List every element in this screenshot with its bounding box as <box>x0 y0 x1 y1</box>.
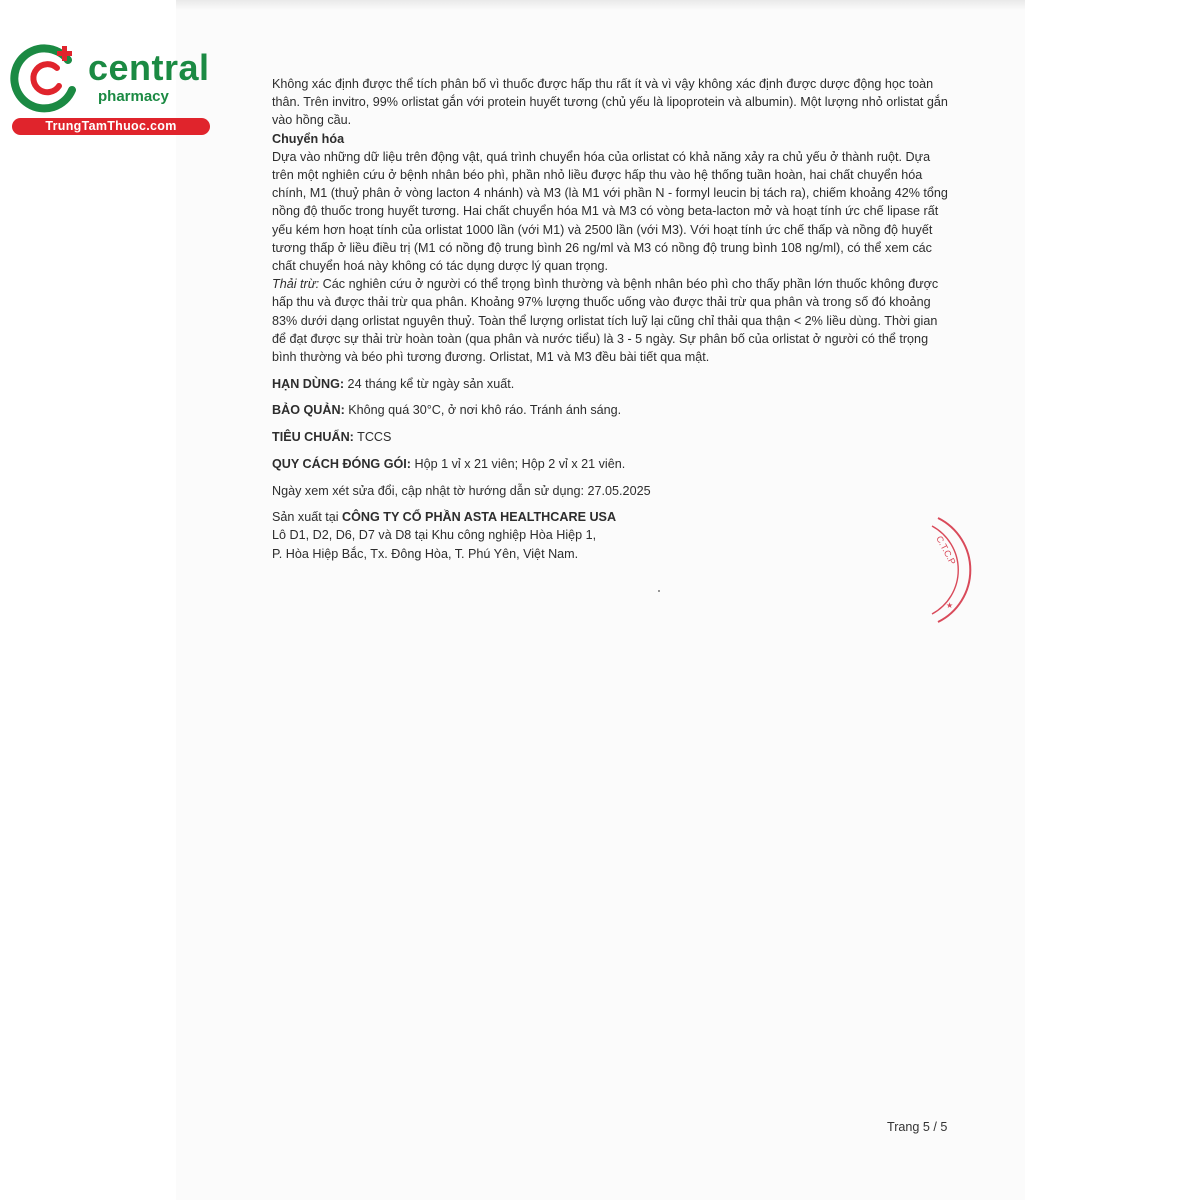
standard-value: TCCS <box>353 430 392 445</box>
metabolism-heading: Chuyển hóa <box>272 131 345 146</box>
metabolism-paragraph: Dựa vào những dữ liệu trên động vật, quá trình chuyển hóa của orlistat có khả năng xảy ra chủ yếu ở thành ruột. Dựa trên một nghiên cứu ở bệnh nhân béo phì, phần nhỏ liều được hấp thu vào hệ thống tuần hoàn, hai chất chuyển hóa chính, M1 (thuỷ phân ở vòng lacton 4 nhánh) và M3 (là M1 với phần N - formyl leucin bị tách ra), chiếm khoảng 42% tổng nồng độ thuốc trong huyết tương. Hai chất chuyển hóa M1 và M3 có vòng beta-lacton mở và hoạt tính ức chế lipase rất yếu kém hơn hoạt tính của orlistat 1000 lần (với M1) và 2500 lần (với M3). Với hoạt tính ức chế thấp và nồng độ huyết tương thấp ở liều điều trị (M1 có nồng độ trung bình 26 ng/ml và M3 có nồng độ trung bình 108 ng/ml), có thể xem các chất chuyển hoá này không có tác dụng dược lý quan trọng. <box>272 149 948 274</box>
manufacturer <box>272 508 948 526</box>
svg-text:★: ★ <box>946 601 954 610</box>
central-logo-icon <box>10 38 90 118</box>
manufacturer-prefix: Sản xuất tại <box>272 510 343 525</box>
elimination-text: Các nghiên cứu ở người có thể trọng bình thường và bệnh nhân béo phì cho thấy phần lớn thuốc không được hấp thu và được thải trừ qua phân. Khoảng 97% lượng thuốc uống vào được thải trừ qua phân và trong số đó khoảng 83% dưới dạng orlistat nguyên thuỷ. Toàn thể lượng orlistat tích luỹ lại cũng chỉ thải qua thận < 2% liều dùng. Thời gian để đạt được sự thải trừ hoàn toàn (qua phân và nước tiểu) là 3 - 5 ngày. Sự phân bố của orlistat ở người có thể trọng bình thường và béo phì tương đương. Orlistat, M1 và M3 đều bài tiết qua mật. <box>272 277 939 365</box>
brand-subtitle: pharmacy <box>98 88 169 105</box>
manufacturer-address-line-1: Lô D1, D2, D6, D7 và D8 tại Khu công nghiệp Hòa Hiệp 1, <box>272 528 597 543</box>
company-stamp-icon <box>924 512 984 628</box>
elimination-label: Thải trừ: <box>272 277 320 292</box>
speck <box>658 590 660 592</box>
shelf-life-label: HẠN DÙNG: <box>272 376 345 391</box>
storage-label: BẢO QUẢN: <box>272 403 345 418</box>
packaging-label: QUY CÁCH ĐÓNG GÓI: <box>272 456 412 471</box>
brand-name: central <box>88 47 210 88</box>
document-content <box>272 75 948 563</box>
storage-value: Không quá 30°C, ở nơi khô ráo. Tránh ánh sáng. <box>344 403 622 418</box>
standard <box>272 428 948 446</box>
manufacturer-address-line-2: P. Hòa Hiệp Bắc, Tx. Đông Hòa, T. Phú Yên, Việt Nam. <box>272 546 579 561</box>
page-top-shadow <box>176 0 1025 10</box>
revision-date: Ngày xem xét sửa đổi, cập nhật tờ hướng dẫn sử dụng: 27.05.2025 <box>272 483 651 498</box>
svg-text:C.T.C.P: C.T.C.P <box>934 534 958 567</box>
storage <box>272 401 948 419</box>
brand-url[interactable]: TrungTamThuoc.com <box>12 118 210 135</box>
standard-label: TIÊU CHUẨN: <box>272 430 354 445</box>
brand-logo[interactable] <box>10 38 220 138</box>
shelf-life <box>272 375 948 393</box>
manufacturer-company: CÔNG TY CỔ PHẦN ASTA HEALTHCARE USA <box>342 510 617 525</box>
shelf-life-value: 24 tháng kể từ ngày sản xuất. <box>344 376 515 391</box>
packaging-value: Hộp 1 vỉ x 21 viên; Hộp 2 vỉ x 21 viên. <box>411 456 626 471</box>
page-number: Trang 5 / 5 <box>887 1120 948 1134</box>
elimination-paragraph <box>272 275 948 366</box>
packaging <box>272 455 948 473</box>
distribution-paragraph: Không xác định được thể tích phân bố vì thuốc được hấp thu rất ít và vì vậy không xác định được dược động học toàn thân. Trên invitro, 99% orlistat gắn với protein huyết tương (chủ yếu là lipoprotein và albumin). Một lượng nhỏ orlistat gắn vào hồng cầu. <box>272 77 948 128</box>
